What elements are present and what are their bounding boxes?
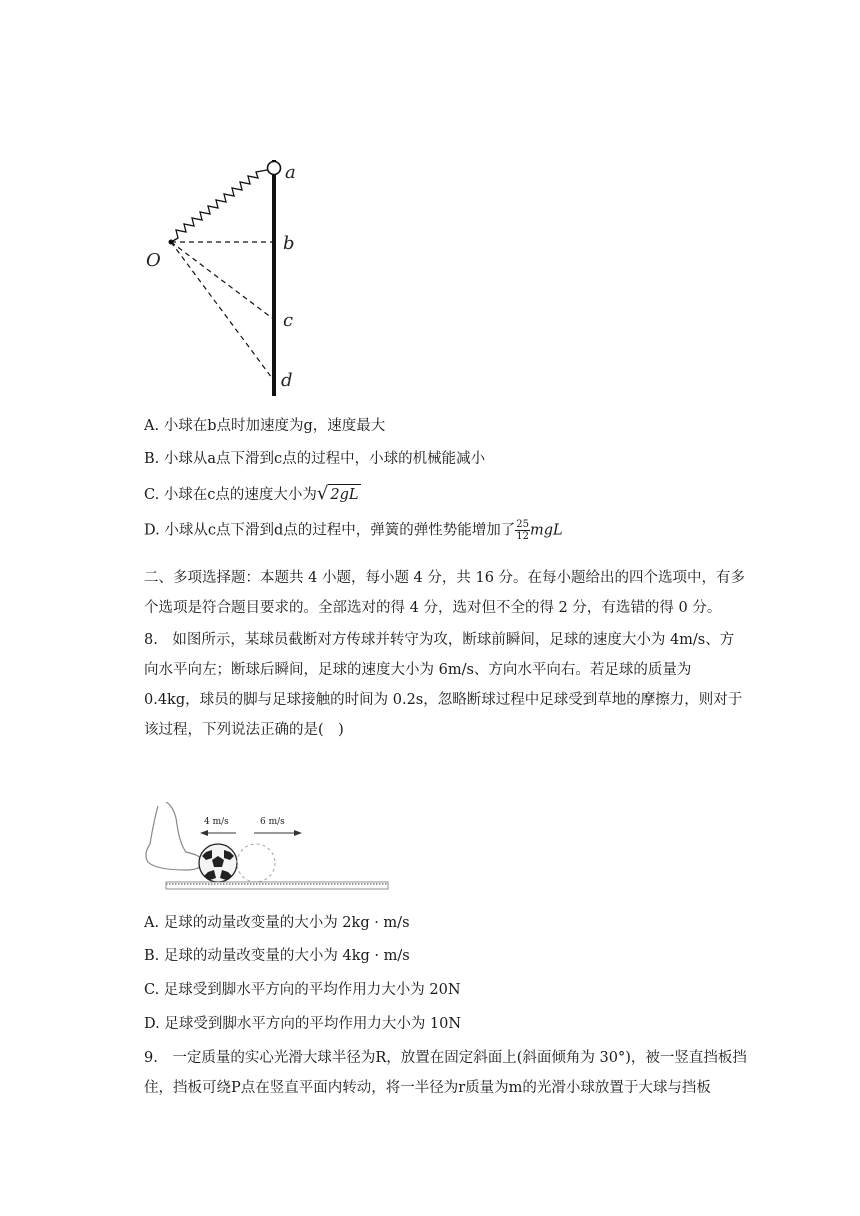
- q8-option-a: A. 足球的动量改变量的大小为 2kg · m/s: [144, 915, 410, 931]
- spring-rod-figure: [138, 150, 338, 404]
- football-figure: [136, 800, 392, 892]
- q7-option-d: D. 小球从c点下滑到d点的过程中，弹簧的弹性势能增加了 $\frac{25}{12}$ mgL: [144, 519, 563, 542]
- dashed-Oc: [171, 242, 272, 318]
- ball-after-dashed: [237, 844, 275, 882]
- label-b: b: [283, 233, 295, 254]
- q8-option-d: D. 足球受到脚水平方向的平均作用力大小为 10N: [144, 1016, 462, 1032]
- label-O: O: [146, 250, 161, 271]
- dashed-Od: [171, 242, 272, 378]
- v1-label: 4 m/s: [204, 817, 229, 827]
- label-a: a: [285, 162, 296, 183]
- label-c: c: [283, 310, 294, 331]
- q8-option-b: B. 足球的动量改变量的大小为 4kg · m/s: [144, 948, 410, 964]
- q7-option-c: C. 小球在c点的速度大小为√ 2gL: [144, 483, 359, 504]
- q7-option-a: A. 小球在b点时加速度为g，速度最大: [144, 418, 386, 434]
- label-d: d: [281, 370, 293, 391]
- q8-option-c: C. 足球受到脚水平方向的平均作用力大小为 20N: [144, 982, 461, 998]
- arrow-left-head: [200, 830, 208, 836]
- arrow-right-head: [294, 830, 302, 836]
- q7-option-b: B. 小球从a点下滑到c点的过程中，小球的机械能减小: [144, 451, 486, 467]
- foot: [146, 802, 202, 870]
- v2-label: 6 m/s: [260, 817, 285, 827]
- section2-instructions: 二、多项选择题：本题共 4 小题，每小题 4 分，共 16 分。在每小题给出的四个选项中，有多个选项是符合题目要求的。全部选对的得 4 分，选对但不全的得 2 分，有选错的得 0 分。: [144, 570, 746, 616]
- q9-stem: 9. 一定质量的实心光滑大球半径为R，放置在固定斜面上(斜面倾角为 30°)，被一竖直挡板挡住，挡板可绕P点在竖直平面内转动，将一半径为r质量为m的光滑小球放置于大球与挡板: [144, 1050, 747, 1096]
- spring: [171, 170, 267, 242]
- q8-stem: 8. 如图所示，某球员截断对方传球并转守为攻，断球前瞬间，足球的速度大小为 4m/s、方向水平向左；断球后瞬间，足球的速度大小为 6m/s、方向水平向右。若足球的质量为 0.4kg，球员的脚与足球接触的时间为 0.2s，忽略断球过程中足球受到草地的摩擦力，则对于该过程，下列说法正确的是( ): [144, 632, 743, 738]
- ring-a: [268, 162, 281, 175]
